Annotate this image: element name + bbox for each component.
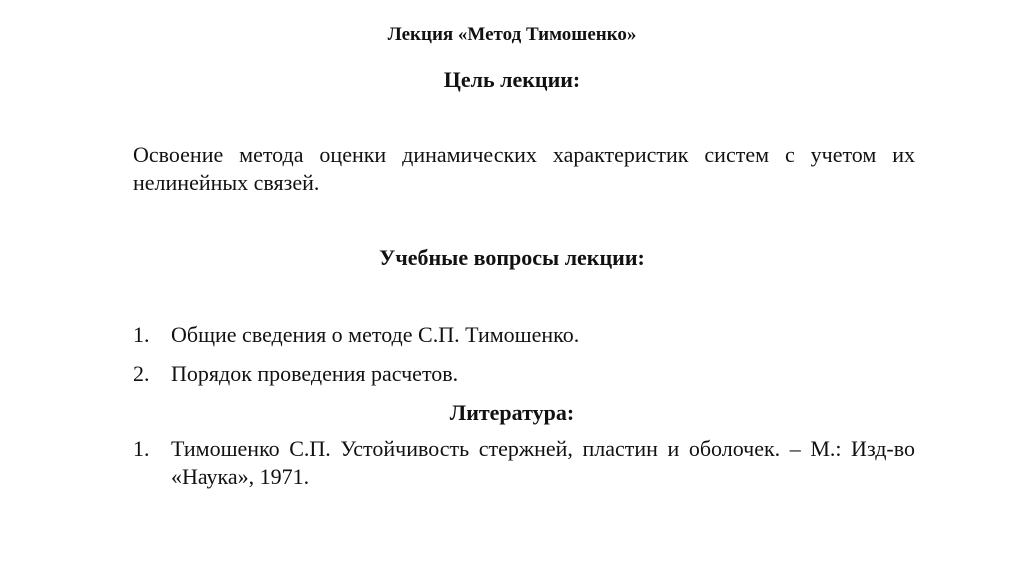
literature-heading: Литература:	[449, 400, 575, 425]
questions-heading: Учебные вопросы лекции:	[379, 245, 645, 270]
question-text: Порядок проведения расчетов.	[171, 361, 459, 386]
goal-heading: Цель лекции:	[443, 67, 581, 92]
literature-number: 1.	[133, 436, 150, 461]
goal-text: Освоение метода оценки динамических характеристик систем с учетом их нелинейных связей.	[133, 142, 915, 195]
literature-text: Тимошенко С.П. Устойчивость стержней, пластин и оболочек. – М.: Изд-во «Наука», 1971.	[171, 436, 915, 489]
question-number: 1.	[133, 322, 150, 347]
lecture-title: Лекция «Метод Тимошенко»	[387, 24, 637, 45]
literature-item	[133, 435, 915, 491]
question-item	[133, 321, 915, 349]
question-number: 2.	[133, 361, 150, 386]
question-text: Общие сведения о методе С.П. Тимошенко.	[171, 322, 580, 347]
question-item	[133, 360, 915, 388]
